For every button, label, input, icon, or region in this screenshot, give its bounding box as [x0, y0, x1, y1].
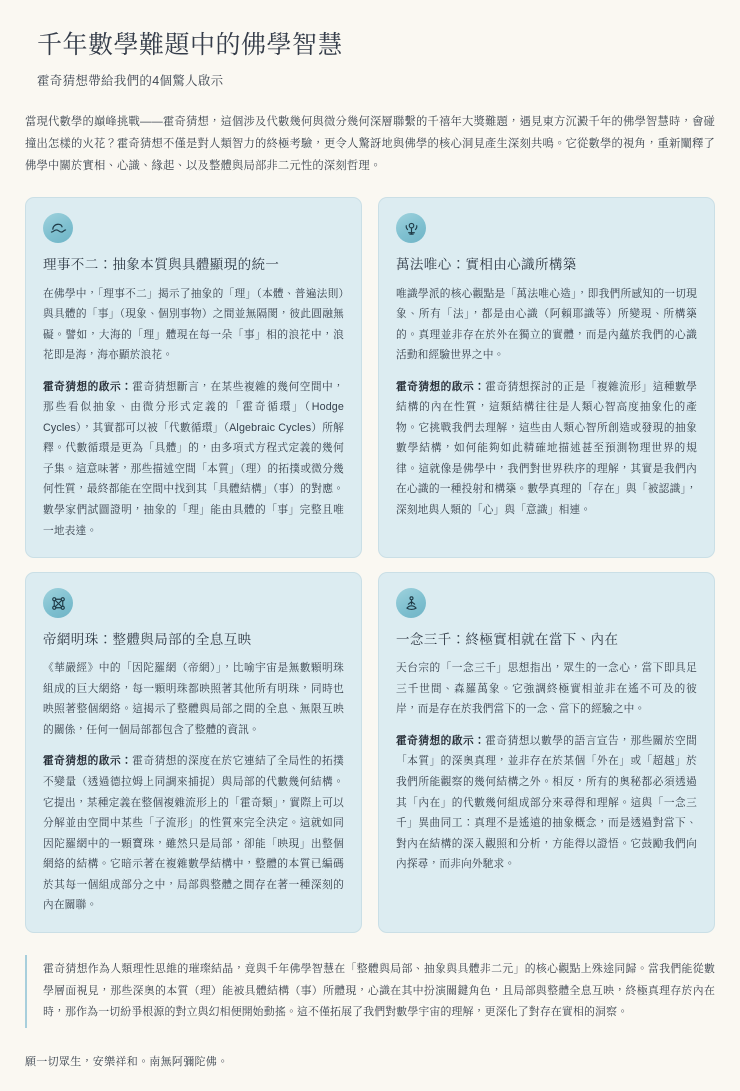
card-insight	[43, 377, 344, 541]
footer-quote: 霍奇猜想作為人類理性思維的璀璨結晶，竟與千年佛學智慧在「整體與局部、抽象與具體非二元」的核心觀點上殊途同歸。當我們能從數學層面視見，那些深奧的本質（理）能被具體結構（事）所體現，心識在其中扮演關鍵角色，且局部與整體全息互映，終極真理存於內在時，那作為一切紛爭根源的對立與幻相便開始動搖。這不僅拓展了我們對數學宇宙的理解，更深化了對存在實相的洞察。	[25, 955, 715, 1028]
card-insight	[396, 731, 697, 875]
card-insight	[43, 751, 344, 915]
card-paragraph: 天台宗的「一念三千」思想指出，眾生的一念心，當下即具足三千世間、森羅萬象。它強調終極實相並非在遙不可及的彼岸，而是存在於我們當下的一念、當下的經驗之中。	[396, 662, 697, 716]
card-insight-label: 霍奇猜想的啟示：	[43, 380, 133, 393]
insight-card-grid	[25, 197, 715, 933]
page-title: 千年數學難題中的佛學智慧	[37, 31, 344, 59]
card-title: 帝網明珠：整體與局部的全息互映	[43, 632, 252, 648]
insight-card[interactable]	[378, 572, 715, 933]
card-title: 理事不二：抽象本質與具體顯現的統一	[43, 257, 280, 273]
card-insight-label: 霍奇猜想的啟示：	[396, 380, 486, 393]
card-paragraph: 在佛學中，「理事不二」揭示了抽象的「理」（本體、普遍法則）與具體的「事」（現象、個別事物）之間並無隔閡，彼此圓融無礙。譬如，大海的「理」體現在每一朵「事」相的浪花中，浪花即是海，海亦顯於浪花。	[43, 287, 344, 362]
indra-net-icon	[43, 588, 73, 618]
card-insight	[396, 377, 697, 521]
intro-paragraph: 當現代數學的巔峰挑戰——霍奇猜想，這個涉及代數幾何與微分幾何深層聯繫的千禧年大獎難題，遇見東方沉澱千年的佛學智慧時，會碰撞出怎樣的火花？霍奇猜想不僅是對人類智力的終極考驗，更令人驚訝地與佛學的核心洞見產生深刻共鳴。它從數學的視角，重新闡釋了佛學中關於實相、心識、緣起、以及整體與局部非二元性的深刻哲理。	[25, 116, 715, 173]
card-insight-label: 霍奇猜想的啟示：	[396, 734, 486, 747]
card-insight-label: 霍奇猜想的啟示：	[43, 755, 133, 768]
wave-icon	[43, 213, 73, 243]
card-insight-text: 霍奇猜想斷言，在某些複雜的幾何空間中，那些看似抽象、由微分形式定義的「霍奇循環」（Hodge Cycles），其實都可以被「代數循環」（Algebraic Cycles）所解釋。代數循環是更為「具體」的，由多項式方程式定義的幾何子集。這意味著，那些描述空間「本質」（理）的拓撲或微分幾何性質，最終都能在空間中找到其「具體結構」（事）的對應。數學家們試圖證明，抽象的「理」能由具體的「事」完整且唯一地表達。	[43, 380, 344, 537]
card-title: 一念三千：終極實相就在當下、內在	[396, 632, 619, 648]
card-paragraph: 《華嚴經》中的「因陀羅網（帝網）」，比喻宇宙是無數顆明珠組成的巨大網絡，每一顆明珠都映照著其他所有明珠，同時也映照著整個網絡。這揭示了整體與局部之間的全息、無限互映的關係，任何一個局部都包含了整體的資訊。	[43, 662, 344, 736]
card-insight-text: 霍奇猜想探討的正是「複雜流形」這種數學結構的內在性質，這類結構往往是人類心智高度抽象化的產物。它挑戰我們去理解，這些由人類心智所創造或發現的抽象數學結構，如何能夠如此精確地描述甚至預測物理世界的規律。這就像是佛學中，我們對世界秩序的理解，其實是我們內在心識的一種投射和構築。數學真理的「存在」與「被認識」，深刻地與人類的「心」與「意識」相連。	[396, 380, 697, 516]
card-paragraph: 唯識學派的核心觀點是「萬法唯心造」，即我們所感知的一切現象、所有「法」，都是由心識（阿賴耶識等）所變現、所構築的。真理並非存在於外在獨立的實體，而是內蘊於我們的心識活動和經驗世界之中。	[396, 287, 697, 362]
meditation-icon	[396, 588, 426, 618]
page-subtitle: 霍奇猜想帶給我們的4個驚人啟示	[37, 74, 224, 89]
insight-card[interactable]	[25, 572, 362, 933]
footer-blessing: 願一切眾生，安樂祥和。南無阿彌陀佛。	[25, 1056, 229, 1069]
mind-icon	[396, 213, 426, 243]
card-insight-text: 霍奇猜想的深度在於它連結了全局性的拓撲不變量（透過德拉姆上同調來捕捉）與局部的代數幾何結構。它提出，某種定義在整個複雜流形上的「霍奇類」，實際上可以分解並由空間中某些「子流形」的性質來完全決定。這就如同因陀羅網中的一顆寶珠，雖然只是局部，卻能「映現」出整個網絡的結構。它暗示著在複雜數學結構中，整體的本質已編碼於其每一個組成部分之中，局部與整體之間存在著一種深刻的內在關聯。	[43, 755, 344, 912]
card-insight-text: 霍奇猜想以數學的語言宣告，那些關於空間「本質」的深奧真理，並非存在於某個「外在」或「超越」於我們所能觀察的幾何結構之外。相反，所有的奧秘都必須透過其「內在」的代數幾何組成部分來尋得和理解。這與「一念三千」異曲同工：真理不是遙遠的抽象概念，而是透過對當下、對內在結構的深入觀照和分析，方能得以證悟。它鼓勵我們向內探尋，而非向外馳求。	[396, 734, 697, 871]
card-title: 萬法唯心：實相由心識所構築	[396, 257, 577, 273]
insight-card[interactable]	[25, 197, 362, 558]
insight-card[interactable]	[378, 197, 715, 558]
